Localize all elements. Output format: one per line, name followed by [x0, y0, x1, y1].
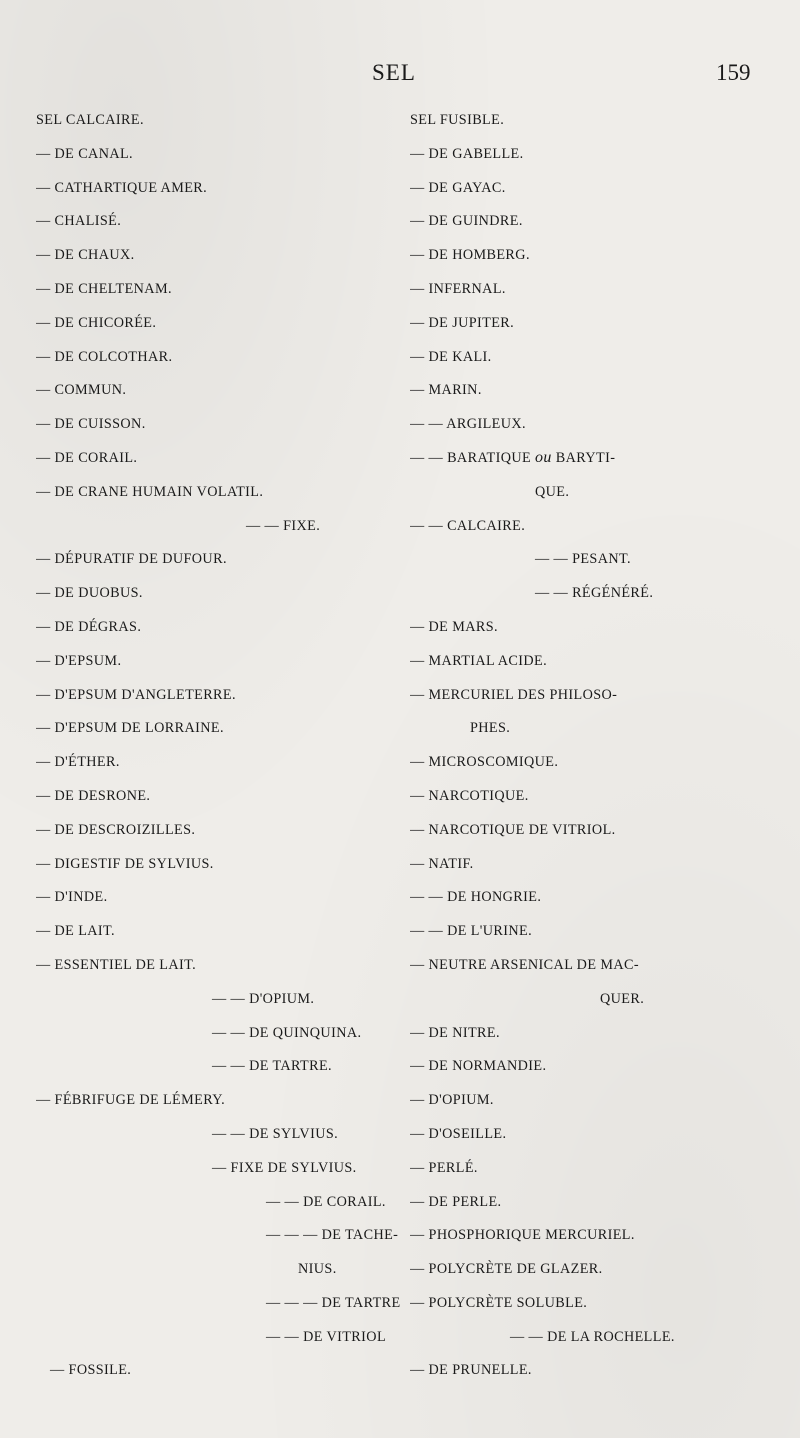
index-entry: — — DE HONGRIE.: [410, 889, 542, 906]
index-entry: — — DE CORAIL.: [266, 1193, 386, 1210]
index-entry: — FIXE DE SYLVIUS.: [212, 1159, 357, 1176]
index-entry: QUER.: [600, 990, 645, 1007]
index-entry: — POLYCRÈTE DE GLAZER.: [410, 1261, 603, 1278]
index-entry: — NARCOTIQUE.: [410, 787, 529, 804]
index-entry: — — — DE TACHE-: [266, 1227, 399, 1244]
page-number: 159: [716, 60, 751, 85]
index-entry: — — CALCAIRE.: [410, 517, 526, 534]
index-entry: — DE GUINDRE.: [410, 213, 523, 230]
index-entry: — NEUTRE ARSENICAL DE MAC-: [410, 956, 639, 973]
running-head: [0, 60, 800, 90]
index-entry: — — BARATIQUE ou BARYTI-: [410, 448, 616, 466]
running-title: SEL: [372, 60, 416, 85]
index-entry: NIUS.: [298, 1261, 337, 1278]
index-entry: QUE.: [535, 483, 570, 500]
index-entry: — DE NITRE.: [410, 1024, 500, 1041]
index-entry: — DE DESRONE.: [36, 787, 151, 804]
index-entry: — CATHARTIQUE AMER.: [36, 179, 208, 196]
index-entry: — — DE SYLVIUS.: [212, 1125, 339, 1142]
index-entry: — DE CUISSON.: [36, 416, 146, 433]
index-entry: — D'EPSUM DE LORRAINE.: [36, 720, 224, 737]
index-entry: — DE NORMANDIE.: [410, 1058, 547, 1075]
index-entry: — — FIXE.: [246, 517, 321, 534]
index-entry: — — RÉGÉNÉRÉ.: [535, 585, 654, 602]
index-entry: — — DE TARTRE.: [212, 1058, 332, 1075]
index-entry: — DE GABELLE.: [410, 145, 524, 162]
index-entry: — COMMUN.: [36, 382, 127, 399]
index-entry: — — ARGILEUX.: [410, 416, 526, 433]
index-entry: — DE DESCROIZILLES.: [36, 821, 196, 838]
index-entry: — PHOSPHORIQUE MERCURIEL.: [410, 1227, 635, 1244]
index-entry: — NARCOTIQUE DE VITRIOL.: [410, 821, 616, 838]
index-entry: — DE PRUNELLE.: [410, 1362, 532, 1379]
index-entry: — DE PERLE.: [410, 1193, 502, 1210]
index-entry: — D'EPSUM D'ANGLETERRE.: [36, 686, 236, 703]
index-entry: — D'ÉTHER.: [36, 754, 120, 771]
index-entry: — DE DUOBUS.: [36, 585, 143, 602]
index-entry: — — DE VITRIOL: [266, 1328, 387, 1345]
index-entry: SEL FUSIBLE.: [410, 112, 505, 128]
index-entry: — DE LAIT.: [36, 923, 115, 940]
index-entry: — DIGESTIF DE SYLVIUS.: [36, 855, 214, 872]
index-entry: — D'INDE.: [36, 889, 108, 906]
index-entry: — ESSENTIEL DE LAIT.: [36, 956, 197, 973]
index-entry: SEL CALCAIRE.: [36, 112, 144, 128]
index-entry: — FOSSILE.: [50, 1362, 132, 1379]
index-entry: — MARTIAL ACIDE.: [410, 652, 548, 669]
index-entry: — DE HOMBERG.: [410, 247, 530, 264]
index-entry: — DE CHICORÉE.: [36, 314, 157, 331]
index-entry: — PERLÉ.: [410, 1159, 478, 1176]
index-entry: — DE CHELTENAM.: [36, 280, 172, 297]
index-entry: — DE CORAIL.: [36, 449, 138, 466]
index-entry: — POLYCRÈTE SOLUBLE.: [410, 1294, 588, 1311]
right-column: [410, 107, 770, 1391]
index-entry: — MARIN.: [410, 382, 482, 399]
index-entry: — DE CANAL.: [36, 145, 134, 162]
index-entry: — DE KALI.: [410, 348, 492, 365]
index-entry: — — DE L'URINE.: [410, 923, 533, 940]
index-entry: — DE DÉGRAS.: [36, 618, 142, 635]
index-entry: — MICROSCOMIQUE.: [410, 754, 559, 771]
index-entry: — CHALISÉ.: [36, 213, 122, 230]
index-entry: — MERCURIEL DES PHILOSO-: [410, 686, 618, 703]
index-entry: — DE CHAUX.: [36, 247, 135, 264]
index-entry: — DÉPURATIF DE DUFOUR.: [36, 551, 227, 568]
index-entry: — D'EPSUM.: [36, 652, 122, 669]
index-entry: — DE CRANE HUMAIN VOLATIL.: [36, 483, 264, 500]
index-entry: — — PESANT.: [535, 551, 631, 568]
index-entry: — DE COLCOTHAR.: [36, 348, 173, 365]
index-entry: PHES.: [470, 720, 511, 737]
index-entry: — — DE LA ROCHELLE.: [510, 1328, 675, 1345]
index-entry: — — DE QUINQUINA.: [212, 1024, 362, 1041]
index-entry: — — D'OPIUM.: [212, 990, 315, 1007]
index-entry: — NATIF.: [410, 855, 474, 872]
index-entry: — INFERNAL.: [410, 280, 506, 297]
index-entry: — D'OPIUM.: [410, 1092, 494, 1109]
index-entry: — FÉBRIFUGE DE LÉMERY.: [36, 1092, 226, 1109]
index-entry: — DE JUPITER.: [410, 314, 515, 331]
index-entry: — D'OSEILLE.: [410, 1125, 507, 1142]
index-entry: — DE MARS.: [410, 618, 498, 635]
index-entry: — DE GAYAC.: [410, 179, 506, 196]
left-column: [36, 107, 416, 1391]
index-entry: — — — DE TARTRE: [266, 1294, 401, 1311]
